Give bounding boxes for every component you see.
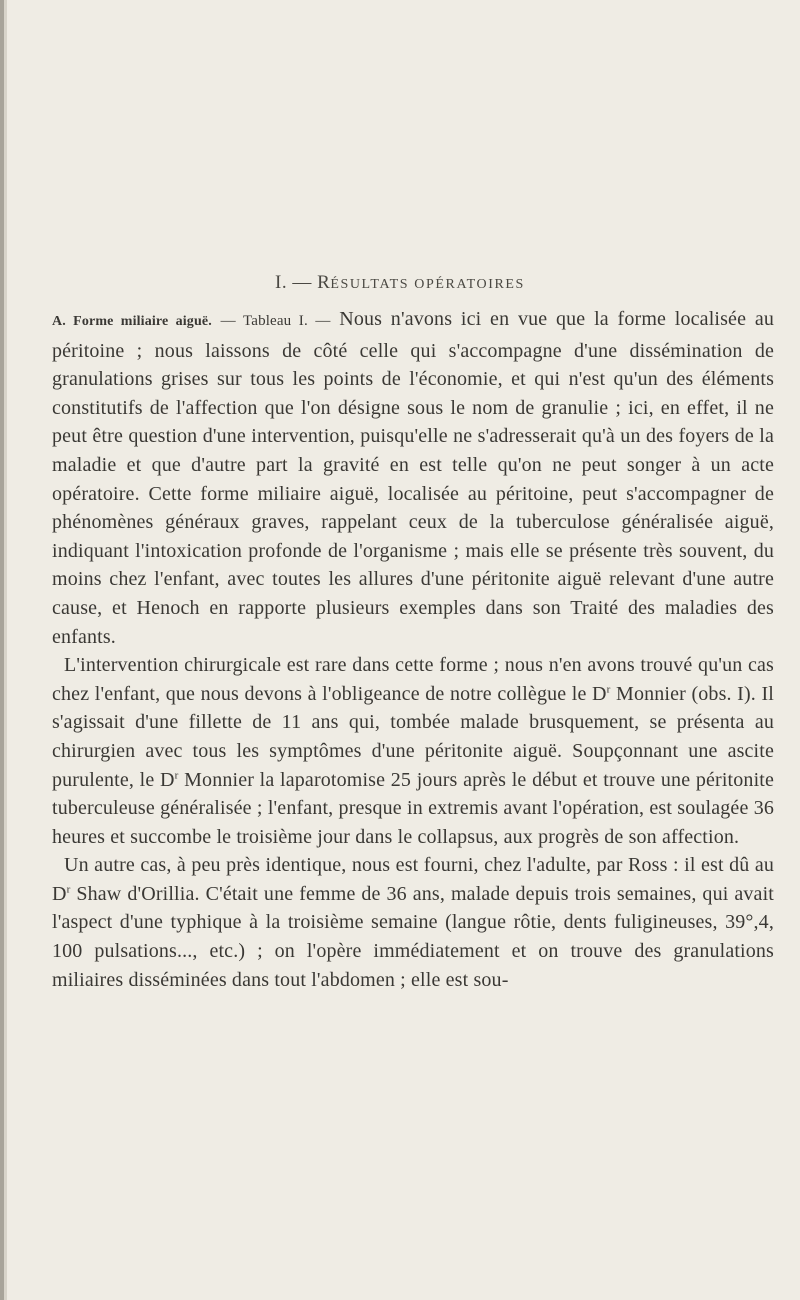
paragraph-text: L'intervention chirurgicale est rare dans cette forme ; nous n'en avons trouvé qu'un cas chez l'enfant, que nous devons à l'obligeance de notre collègue le D — [52, 654, 774, 705]
paragraph-text: Monnier (obs. I). Il s'agissait d'une fillette de 11 ans qui, tombée malade brusquement, se présenta au chirurgien avec tous les symptômes d'une péritonite aiguë. Soupçonnant une ascite purulente, le D — [52, 682, 774, 791]
page-binding-shadow — [4, 0, 7, 1300]
superscript: r — [66, 883, 71, 896]
paragraph-text: Monnier la laparotomise 25 jours après le début et trouve une péritonite tuberculeuse généralisée ; l'enfant, presque in extremis avant l'opération, est soulagée 36 heures et succombe le troisième jour dans le collapsus, aux progrès de son affection. — [52, 768, 775, 848]
paragraph-forme-miliaire — [52, 305, 774, 651]
heading-number: I. — [275, 272, 288, 293]
subsection-label: A. Forme miliaire aiguë. — [52, 314, 212, 329]
heading-dash: — — [292, 272, 312, 293]
heading-title-initial: R — [317, 272, 331, 293]
superscript: r — [606, 683, 611, 696]
body-text — [52, 305, 774, 994]
paragraph-text: Shaw d'Orillia. C'était une femme de 36 ans, malade depuis trois semaines, qui avait l'aspect d'une typhique à la troisième semaine (langue rôtie, dents fuligineuses, 39°,4, 100 pulsations..., etc.) ; on l'opère immédiatement et on trouve des granulations miliaires disséminées dans tout l'abdomen ; elle est sou- — [52, 882, 774, 991]
section-heading — [0, 272, 800, 294]
superscript: r — [174, 768, 179, 781]
paragraph-text: Nous n'avons ici en vue que la forme localisée au péritoine ; nous laissons de côté celle qui s'accompagne d'une dissémination de granulations grises sur tous les points de l'économie, et qui n'est qu'un des éléments constitutifs de l'affection que l'on désigne sous le nom de granulie ; ici, en effet, il ne peut être question d'une intervention, puisqu'elle ne s'adresserait qu'à un des foyers de la maladie et que d'autre part la gravité en est telle qu'on ne peut songer à un acte opératoire. Cette forme miliaire aiguë, localisée au péritoine, peut s'accompagner de phénomènes généraux graves, rappelant ceux de la tuberculose généralisée aiguë, indiquant l'intoxication profonde de l'organisme ; mais elle se présente très souvent, du moins chez l'enfant, avec toutes les allures d'une péritonite aiguë relevant d'une autre cause, et Henoch en rapporte plusieurs exemples dans son Traité des maladies des enfants. — [52, 308, 775, 648]
paragraph-autre-cas — [52, 851, 774, 994]
table-reference: — Tableau I. — — [220, 313, 331, 329]
paragraph-text: Un autre cas, à peu près identique, nous est fourni, chez l'adulte, par Ross : il est dû au D — [52, 854, 774, 905]
paragraph-intervention — [52, 651, 774, 851]
heading-title-rest: ÉSULTATS OPÉRATOIRES — [330, 277, 525, 292]
